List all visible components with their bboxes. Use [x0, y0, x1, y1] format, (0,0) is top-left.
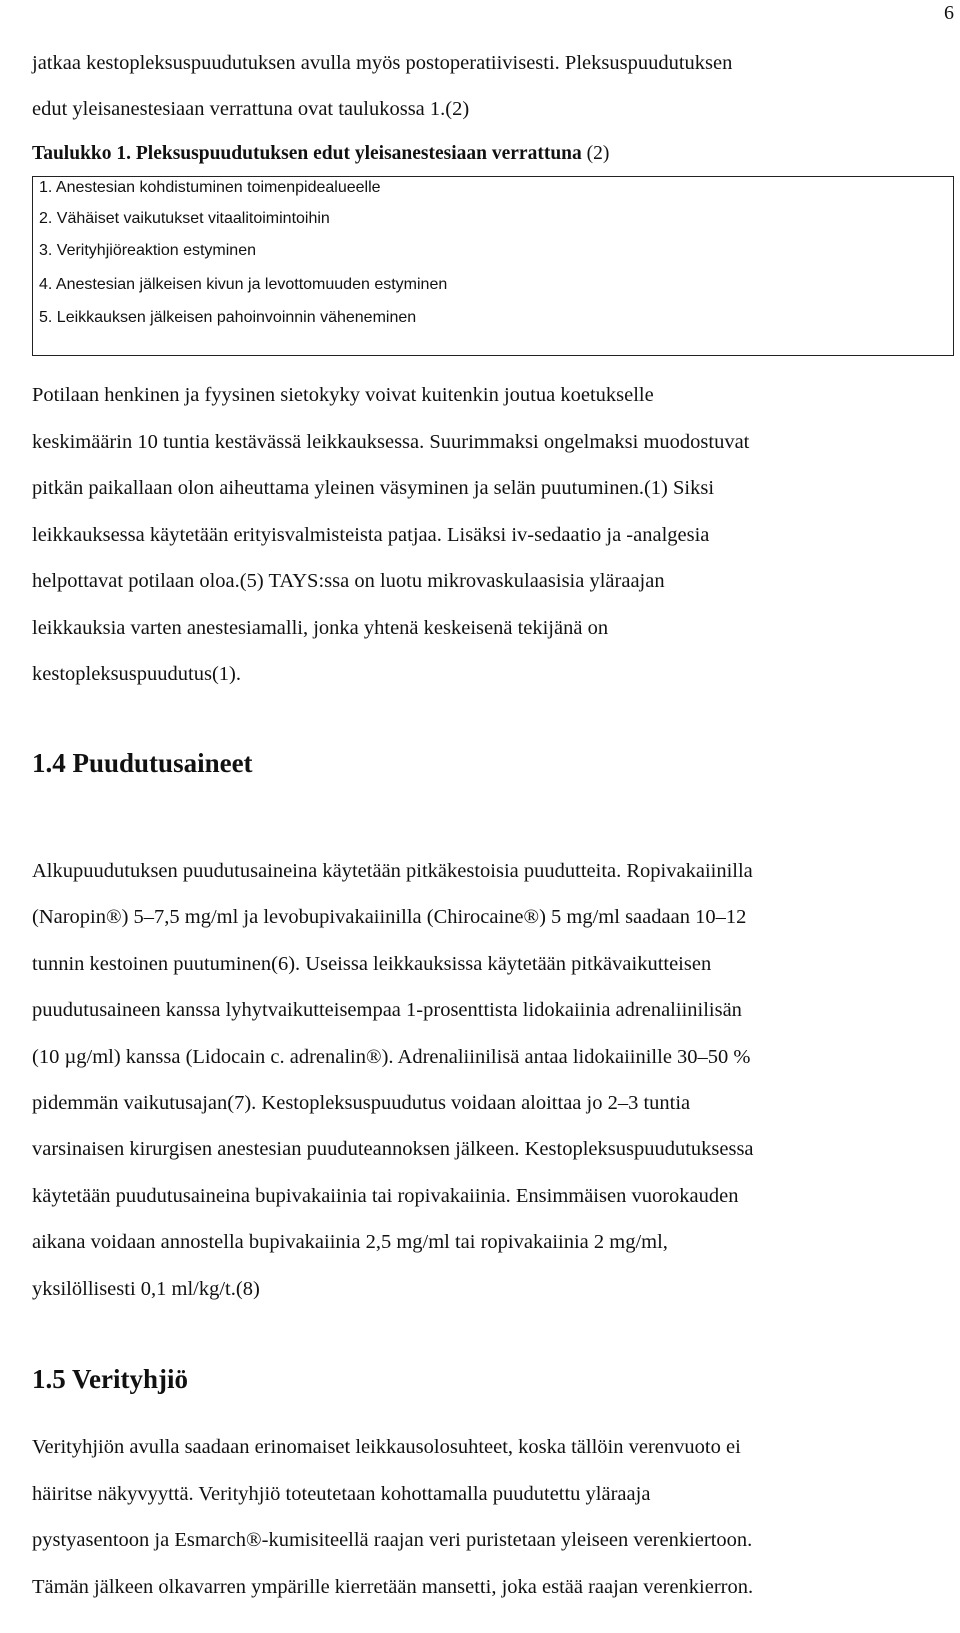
table-item: 1. Anestesian kohdistuminen toimenpidealueelle	[39, 179, 381, 196]
table-item: 5. Leikkauksen jälkeisen pahoinvoinnin väheneminen	[39, 309, 417, 326]
paragraph-tourniquet	[32, 1424, 937, 1610]
text-line: pitkän paikallaan olon aiheuttama yleinen väsyminen ja selän puutuminen.(1) Siksi	[32, 477, 715, 499]
section-heading-tourniquet: 1.5 Verityhjiö	[32, 1364, 189, 1394]
text-line: (10 µg/ml) kanssa (Lidocain c. adrenalin®). Adrenaliinilisä antaa lidokaiinille 30–50 %	[32, 1045, 751, 1068]
text-line: keskimäärin 10 tuntia kestävässä leikkauksessa. Suurimmaksi ongelmaksi muodostuvat	[32, 430, 750, 453]
text-line: edut yleisanestesiaan verrattuna ovat taulukossa 1.(2)	[32, 98, 470, 120]
text-line: Alkupuudutuksen puudutusaineina käytetään pitkäkestoisia puudutteita. Ropivakaiinilla	[32, 860, 753, 882]
table-caption	[32, 143, 609, 165]
text-line: kestopleksuspuudutus(1).	[32, 663, 241, 685]
text-line: puudutusaineen kanssa lyhytvaikutteisempaa 1-prosenttista lidokaiinia adrenaliinilisän	[32, 999, 742, 1022]
paragraph-patient-tolerance	[32, 372, 937, 698]
text-line: yksilöllisesti 0,1 ml/kg/t.(8)	[32, 1277, 260, 1300]
table-caption-title: Taulukko 1. Pleksuspuudutuksen edut yleisanestesiaan verrattuna	[32, 143, 582, 164]
text-line: aikana voidaan annostella bupivakaiinia 2,5 mg/ml tai ropivakaiinia 2 mg/ml,	[32, 1231, 668, 1254]
text-line: jatkaa kestopleksuspuudutuksen avulla myös postoperatiivisesti. Pleksuspuudutuksen	[32, 52, 733, 74]
text-line: häiritse näkyvyyttä. Verityhjiö toteutetaan kohottamalla puudutettu yläraaja	[32, 1482, 651, 1505]
table-caption-reference: (2)	[581, 143, 610, 164]
text-line: (Naropin®) 5–7,5 mg/ml ja levobupivakaiinilla (Chirocaine®) 5 mg/ml saadaan 10–12	[32, 906, 747, 929]
table-item: 4. Anestesian jälkeisen kivun ja levottomuuden estyminen	[39, 276, 448, 293]
text-line: Tämän jälkeen olkavarren ympärille kierretään mansetti, joka estää raajan verenkierron.	[32, 1575, 754, 1598]
table-item: 2. Vähäiset vaikutukset vitaalitoimintoihin	[39, 210, 330, 227]
text-line: pidemmän vaikutusajan(7). Kestopleksuspuudutus voidaan aloittaa jo 2–3 tuntia	[32, 1092, 691, 1115]
advantages-table	[32, 176, 954, 356]
table-item: 3. Verityhjiöreaktion estyminen	[39, 242, 256, 259]
text-line: tunnin kestoinen puutuminen(6). Useissa leikkauksissa käytetään pitkävaikutteisen	[32, 952, 712, 975]
text-line: leikkauksia varten anestesiamalli, jonka yhtenä keskeisenä tekijänä on	[32, 616, 609, 639]
page-number: 6	[944, 2, 954, 24]
intro-paragraph	[32, 40, 937, 132]
section-heading-anesthetics: 1.4 Puudutusaineet	[32, 748, 253, 778]
text-line: leikkauksessa käytetään erityisvalmisteista patjaa. Lisäksi iv-sedaatio ja -analgesia	[32, 523, 710, 546]
text-line: helpottavat potilaan oloa.(5) TAYS:ssa on luotu mikrovaskulaasisia yläraajan	[32, 570, 665, 592]
paragraph-anesthetics	[32, 848, 937, 1312]
text-line: Potilaan henkinen ja fyysinen sietokyky voivat kuitenkin joutua koetukselle	[32, 384, 654, 406]
text-line: käytetään puudutusaineina bupivakaiinia tai ropivakaiinia. Ensimmäisen vuorokauden	[32, 1184, 739, 1207]
text-line: pystyasentoon ja Esmarch®-kumisiteellä raajan veri puristetaan yleiseen verenkiertoon.	[32, 1529, 753, 1551]
text-line: Verityhjiön avulla saadaan erinomaiset leikkausolosuhteet, koska tällöin verenvuoto ei	[32, 1436, 741, 1458]
text-line: varsinaisen kirurgisen anestesian puuduteannoksen jälkeen. Kestopleksuspuudutuksessa	[32, 1138, 754, 1161]
